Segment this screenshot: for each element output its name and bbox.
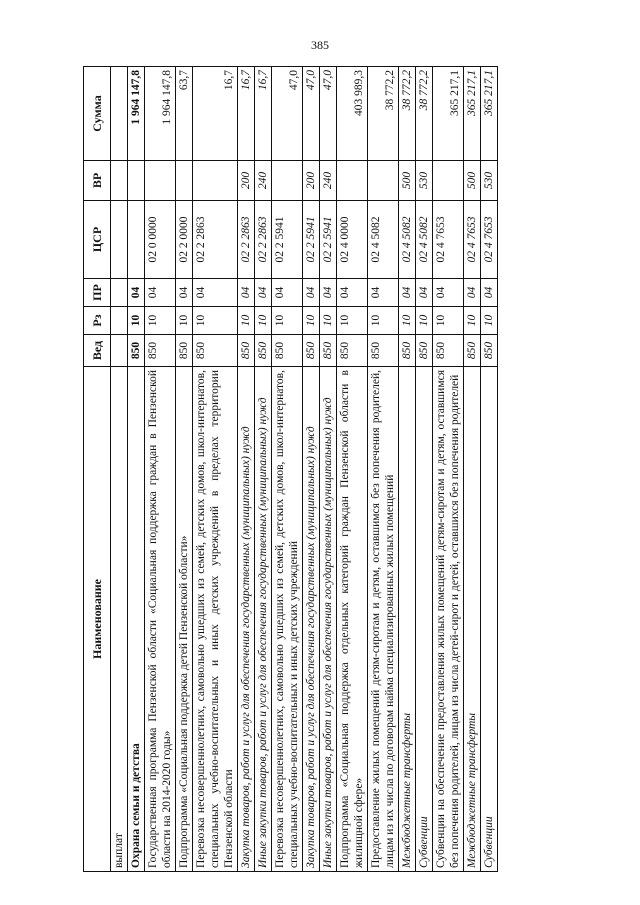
cell-csr: 02 4 0000 xyxy=(337,201,368,279)
cell-name: Иные закупки товаров, работ и услуг для обеспечения государственных (муниципальных) нужд xyxy=(255,367,272,872)
cell-csr: 02 2 5941 xyxy=(303,201,320,279)
cell-rz: 10 xyxy=(433,307,464,335)
table-row xyxy=(111,67,128,872)
cell-name: Предоставление жилых помещений детям-сиротам и детям, оставшимся без попечения родителей, лицам из их числа по договорам найма специализированных жилых помещений xyxy=(368,367,399,872)
cell-sum: 38 772,2 xyxy=(399,67,416,161)
table-row xyxy=(176,67,193,872)
header-vr: ВР xyxy=(84,161,111,201)
cell-ved: 850 xyxy=(337,335,368,367)
cell-ved: 850 xyxy=(481,335,498,367)
cell-rz: 10 xyxy=(303,307,320,335)
budget-table xyxy=(83,66,498,872)
table-row xyxy=(238,67,255,872)
cell-pr: 04 xyxy=(481,279,498,307)
cell-ved: 850 xyxy=(145,335,176,367)
cell-rz: 10 xyxy=(320,307,337,335)
cell-csr: 02 2 2863 xyxy=(193,201,238,279)
cell-pr: 04 xyxy=(128,279,145,307)
cell-pr: 04 xyxy=(193,279,238,307)
table-row xyxy=(416,67,433,872)
cell-pr: 04 xyxy=(416,279,433,307)
cell-csr: 02 2 0000 xyxy=(176,201,193,279)
header-ved: Вед xyxy=(84,335,111,367)
cell-pr: 04 xyxy=(433,279,464,307)
cell-sum: 16,7 xyxy=(193,67,238,161)
cell-sum: 365 217,1 xyxy=(433,67,464,161)
cell-rz: 10 xyxy=(238,307,255,335)
cell-rz: 10 xyxy=(145,307,176,335)
cell-csr: 02 4 7653 xyxy=(464,201,481,279)
cell-vr xyxy=(176,161,193,201)
cell-csr xyxy=(111,201,128,279)
cell-ved: 850 xyxy=(320,335,337,367)
cell-ved: 850 xyxy=(255,335,272,367)
cell-pr: 04 xyxy=(145,279,176,307)
cell-rz: 10 xyxy=(128,307,145,335)
cell-name: Перевозка несовершеннолетних, самовольно ушедших из семей, детских домов, школ-интернатов, специальных учебно-воспитательных и иных детских учреждений xyxy=(272,367,303,872)
cell-sum: 1 964 147,8 xyxy=(145,67,176,161)
cell-pr: 04 xyxy=(464,279,481,307)
table-row xyxy=(145,67,176,872)
cell-name: Подпрограмма «Социальная поддержка детей Пензенской области» xyxy=(176,367,193,872)
cell-vr: 500 xyxy=(464,161,481,201)
cell-sum: 1 964 147,8 xyxy=(128,67,145,161)
table-row xyxy=(128,67,145,872)
cell-vr: 240 xyxy=(255,161,272,201)
table-row xyxy=(337,67,368,872)
cell-sum: 16,7 xyxy=(255,67,272,161)
cell-pr xyxy=(111,279,128,307)
cell-vr xyxy=(337,161,368,201)
cell-pr: 04 xyxy=(337,279,368,307)
table-row xyxy=(481,67,498,872)
cell-sum: 63,7 xyxy=(176,67,193,161)
cell-vr xyxy=(272,161,303,201)
cell-name: Государственная программа Пензенской области «Социальная поддержка граждан в Пензенской области на 2014-2020 годы» xyxy=(145,367,176,872)
cell-name: Закупка товаров, работ и услуг для обеспечения государственных (муниципальных) нужд xyxy=(303,367,320,872)
cell-csr: 02 4 5082 xyxy=(399,201,416,279)
cell-ved: 850 xyxy=(272,335,303,367)
cell-sum: 47,0 xyxy=(272,67,303,161)
cell-sum: 365 217,1 xyxy=(464,67,481,161)
header-sum: Сумма xyxy=(84,67,111,161)
cell-rz: 10 xyxy=(255,307,272,335)
cell-vr xyxy=(128,161,145,201)
cell-name: Охрана семьи и детства xyxy=(128,367,145,872)
cell-name: Субвенции на обеспечение предоставления жилых помещений детям-сиротам и детям, оставшимся без попечения родителей, лицам из числа детей-сирот и детей, оставшихся без попечения родителей xyxy=(433,367,464,872)
cell-csr: 02 4 5082 xyxy=(416,201,433,279)
cell-ved: 850 xyxy=(416,335,433,367)
cell-pr: 04 xyxy=(303,279,320,307)
cell-pr: 04 xyxy=(238,279,255,307)
table-row xyxy=(433,67,464,872)
cell-ved xyxy=(111,335,128,367)
cell-rz: 10 xyxy=(416,307,433,335)
cell-name: Субвенции xyxy=(481,367,498,872)
cell-pr: 04 xyxy=(399,279,416,307)
table-row xyxy=(193,67,238,872)
table-row xyxy=(255,67,272,872)
cell-name: Межбюджетные трансферты xyxy=(399,367,416,872)
cell-sum: 38 772,2 xyxy=(416,67,433,161)
cell-csr: 02 2 5941 xyxy=(272,201,303,279)
header-pr: ПР xyxy=(84,279,111,307)
cell-rz xyxy=(111,307,128,335)
cell-pr: 04 xyxy=(368,279,399,307)
table-row xyxy=(272,67,303,872)
cell-csr xyxy=(128,201,145,279)
cell-ved: 850 xyxy=(176,335,193,367)
cell-rz: 10 xyxy=(464,307,481,335)
cell-csr: 02 2 2863 xyxy=(238,201,255,279)
cell-vr: 240 xyxy=(320,161,337,201)
cell-ved: 850 xyxy=(238,335,255,367)
cell-rz: 10 xyxy=(193,307,238,335)
cell-ved: 850 xyxy=(433,335,464,367)
cell-pr: 04 xyxy=(176,279,193,307)
cell-name: Закупка товаров, работ и услуг для обеспечения государственных (муниципальных) нужд xyxy=(238,367,255,872)
cell-ved: 850 xyxy=(368,335,399,367)
cell-rz: 10 xyxy=(481,307,498,335)
cell-name: выплат xyxy=(111,367,128,872)
cell-vr xyxy=(433,161,464,201)
cell-ved: 850 xyxy=(303,335,320,367)
cell-rz: 10 xyxy=(337,307,368,335)
cell-rz: 10 xyxy=(176,307,193,335)
header-rz: Рз xyxy=(84,307,111,335)
cell-csr: 02 4 5082 xyxy=(368,201,399,279)
cell-name: Межбюджетные трансферты xyxy=(464,367,481,872)
cell-pr: 04 xyxy=(320,279,337,307)
cell-ved: 850 xyxy=(128,335,145,367)
cell-sum: 365 217,1 xyxy=(481,67,498,161)
cell-sum: 38 772,2 xyxy=(368,67,399,161)
cell-rz: 10 xyxy=(399,307,416,335)
cell-vr xyxy=(111,161,128,201)
cell-rz: 10 xyxy=(368,307,399,335)
cell-vr xyxy=(193,161,238,201)
cell-pr: 04 xyxy=(255,279,272,307)
cell-sum: 47,0 xyxy=(303,67,320,161)
cell-name: Перевозка несовершеннолетних, самовольно ушедших из семей, детских домов, школ-интернатов, специальных учебно-воспитательных и иных детских учреждений в пределах территории Пензенской области xyxy=(193,367,238,872)
cell-vr: 500 xyxy=(399,161,416,201)
cell-rz: 10 xyxy=(272,307,303,335)
header-csr: ЦСР xyxy=(84,201,111,279)
cell-vr: 200 xyxy=(303,161,320,201)
cell-csr: 02 2 2863 xyxy=(255,201,272,279)
cell-sum: 47,0 xyxy=(320,67,337,161)
cell-csr: 02 4 7653 xyxy=(433,201,464,279)
cell-csr: 02 4 7653 xyxy=(481,201,498,279)
page-number: 385 xyxy=(311,38,329,52)
table-row xyxy=(303,67,320,872)
cell-ved: 850 xyxy=(193,335,238,367)
cell-vr xyxy=(145,161,176,201)
cell-name: Иные закупки товаров, работ и услуг для обеспечения государственных (муниципальных) нужд xyxy=(320,367,337,872)
cell-sum xyxy=(111,67,128,161)
table-row xyxy=(368,67,399,872)
cell-name: Подпрограмма «Социальная поддержка отдельных категорий граждан Пензенской области в жилищной сфере» xyxy=(337,367,368,872)
table-header-row xyxy=(84,67,111,872)
cell-vr: 530 xyxy=(416,161,433,201)
table-row xyxy=(320,67,337,872)
cell-vr: 530 xyxy=(481,161,498,201)
budget-table-rotated xyxy=(83,67,569,872)
cell-sum: 16,7 xyxy=(238,67,255,161)
table-row xyxy=(399,67,416,872)
cell-sum: 403 989,3 xyxy=(337,67,368,161)
cell-csr: 02 0 0000 xyxy=(145,201,176,279)
header-name: Наименование xyxy=(84,367,111,872)
cell-ved: 850 xyxy=(399,335,416,367)
cell-ved: 850 xyxy=(464,335,481,367)
cell-csr: 02 2 5941 xyxy=(320,201,337,279)
cell-vr: 200 xyxy=(238,161,255,201)
cell-vr xyxy=(368,161,399,201)
cell-name: Субвенции xyxy=(416,367,433,872)
cell-pr: 04 xyxy=(272,279,303,307)
table-row xyxy=(464,67,481,872)
